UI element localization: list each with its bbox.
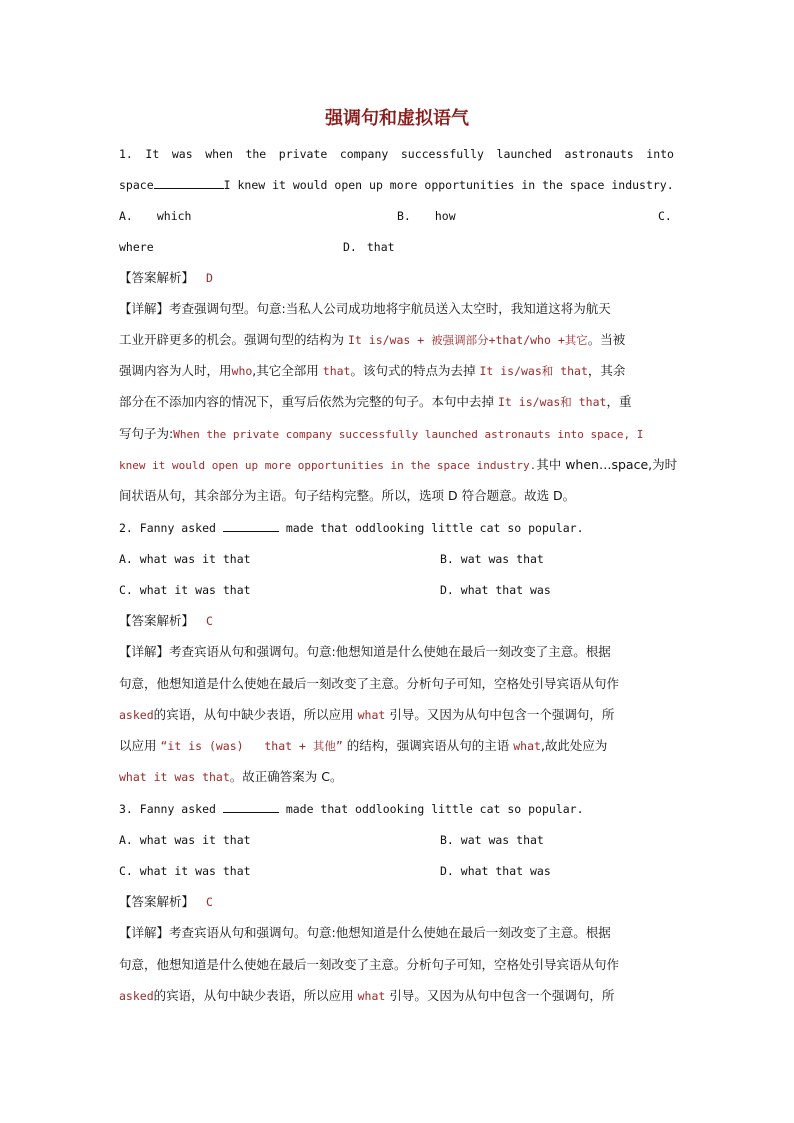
q1-detail-line4: 部分在不添加内容的情况下，重写后依然为完整的句子。本句中去掉 It is/was和 that，重 xyxy=(119,394,632,409)
q1-word: astronauts xyxy=(564,147,634,161)
answer-blank xyxy=(223,800,279,813)
q1-word: 1. xyxy=(119,147,133,161)
q1-word: company xyxy=(339,147,389,161)
q2-option-c: C. what it was that xyxy=(119,583,251,597)
answer-letter: C xyxy=(206,895,213,909)
answer-letter: D xyxy=(206,271,213,285)
q1-option-a: A. which xyxy=(119,209,192,223)
detail-tag: 【详解】 xyxy=(119,925,170,940)
q1-option-d: D. that xyxy=(343,240,395,254)
q1-detail-line6: knew it would open up more opportunities in the space industry.其中 when…space,为时 xyxy=(119,457,678,472)
q1-option-c-label: C. xyxy=(658,209,672,223)
q2-detail-line4: 以应用 “it is (was) that + 其他” 的结构，强调宾语从句的主语 what,故此处应为 xyxy=(119,738,608,753)
q1-word: into xyxy=(646,147,674,161)
q1-answer xyxy=(119,268,213,288)
q1-stem-line1 xyxy=(119,144,674,164)
q1-option-c: where xyxy=(119,240,154,254)
q3-detail-line1: 【详解】考查宾语从句和强调句。句意:他想知道是什么使她在最后一刻改变了主意。根据 xyxy=(119,925,611,940)
answer-tag: 【答案解析】 xyxy=(119,270,195,285)
q3-answer xyxy=(119,892,213,912)
q3-stem: 3. Fanny asked made that oddlooking little cat so popular. xyxy=(119,802,584,816)
q2-option-b: B. wat was that xyxy=(440,552,544,566)
q2-stem: 2. Fanny asked made that oddlooking little cat so popular. xyxy=(119,521,584,535)
q2-detail-line5: what it was that。故正确答案为 C。 xyxy=(119,769,343,784)
q3-detail-line2: 句意，他想知道是什么使她在最后一刻改变了主意。分析句子可知，空格处引导宾语从句作 xyxy=(119,957,620,972)
answer-letter: C xyxy=(206,614,213,628)
answer-tag: 【答案解析】 xyxy=(119,613,195,628)
q1-word: the xyxy=(245,147,267,161)
q2-option-d: D. what that was xyxy=(440,583,551,597)
q1-detail-line7: 间状语从句，其余部分为主语。句子结构完整。所以，选项 D 符合题意。故选 D。 xyxy=(119,488,576,503)
q1-word: launched xyxy=(496,147,552,161)
answer-blank xyxy=(223,519,279,532)
q1-word: It xyxy=(145,147,160,161)
q2-detail-line3: asked的宾语，从句中缺少表语，所以应用 what 引导。又因为从句中包含一个强调句，所 xyxy=(119,707,615,722)
q1-stem-line2: space I knew it would open up more opportunities in the space industry. xyxy=(119,178,674,192)
q3-option-b: B. wat was that xyxy=(440,833,544,847)
q2-answer xyxy=(119,611,213,631)
q3-option-a: A. what was it that xyxy=(119,833,251,847)
q3-option-c: C. what it was that xyxy=(119,864,251,878)
q1-option-b: B. how xyxy=(397,209,456,223)
q2-detail-line2: 句意，他想知道是什么使她在最后一刻改变了主意。分析句子可知，空格处引导宾语从句作 xyxy=(119,676,620,691)
answer-blank xyxy=(154,176,224,189)
q1-word: private xyxy=(278,147,328,161)
detail-tag: 【详解】 xyxy=(119,301,170,316)
q2-detail-line1: 【详解】考查宾语从句和强调句。句意:他想知道是什么使她在最后一刻改变了主意。根据 xyxy=(119,644,611,659)
q1-word: was xyxy=(171,147,193,161)
q1-detail-line5: 写句子为:When the private company successfully launched astronauts into space, I xyxy=(119,426,644,441)
q1-word: when xyxy=(205,147,233,161)
q2-option-a: A. what was it that xyxy=(119,552,251,566)
q1-detail-line2: 工业开辟更多的机会。强调句型的结构为 It is/was + 被强调部分+that/who +其它。当被 xyxy=(119,332,626,347)
q1-detail-line1: 【详解】考查强调句型。句意:当私人公司成功地将宇航员送入太空时，我知道这将为航天 xyxy=(119,301,611,316)
q3-detail-line3: asked的宾语，从句中缺少表语，所以应用 what 引导。又因为从句中包含一个强调句，所 xyxy=(119,988,615,1003)
detail-tag: 【详解】 xyxy=(119,644,170,659)
q1-word: successfully xyxy=(400,147,484,161)
page-title: 强调句和虚拟语气 xyxy=(325,108,469,129)
q1-detail-line3: 强调内容为人时，用who,其它全部用 that。该句式的特点为去掉 It is/was和 that，其余 xyxy=(119,363,626,378)
answer-tag: 【答案解析】 xyxy=(119,894,195,909)
q3-option-d: D. what that was xyxy=(440,864,551,878)
